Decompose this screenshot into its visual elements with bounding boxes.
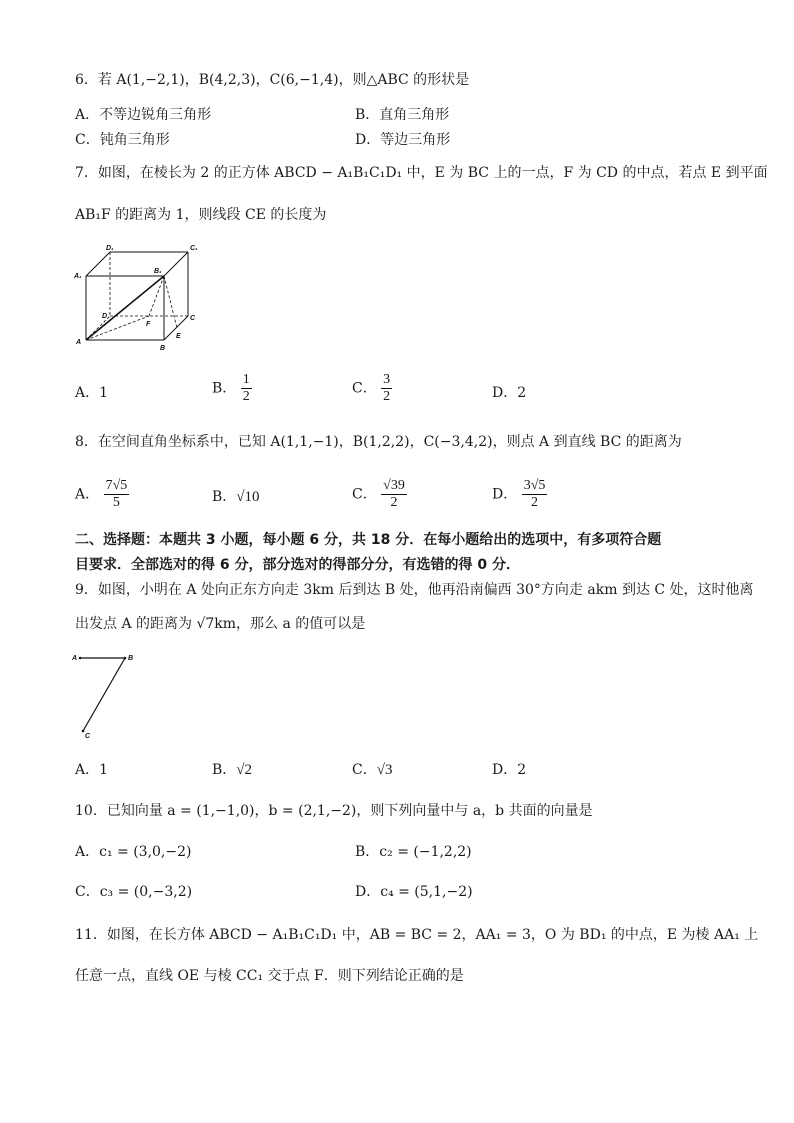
q9-stem-line2: 出发点 A 的距离为 √7km，那么 a 的值可以是	[75, 616, 366, 632]
q8-stem: 8．在空间直角坐标系中，已知 A(1,1,−1)，B(1,2,2)，C(−3,4,2)，则点 A 到直线 BC 的距离为	[75, 434, 682, 450]
q7-stem-line1: 7．如图，在棱长为 2 的正方体 ABCD − A₁B₁C₁D₁ 中，E 为 BC 上的一点，F 为 CD 的中点，若点 E 到平面	[75, 165, 768, 181]
q7-option-d: D．2	[492, 385, 527, 401]
q6-option-a: A．不等边锐角三角形	[75, 107, 212, 123]
section2-line2: 目要求．全部选对的得 6 分，部分选对的得部分分，有选错的得 0 分．	[75, 557, 520, 573]
label-c: C	[190, 315, 196, 322]
q9-option-a: A．1	[75, 762, 109, 778]
q10-option-b: B．c₂ = (−1,2,2)	[355, 844, 472, 860]
q7-option-b: B． $\frac{1}{2}$	[212, 372, 250, 404]
label-d1: D₁	[106, 245, 114, 252]
label-b1: B₁	[154, 268, 162, 275]
q9-direction-figure	[70, 648, 150, 743]
q11-stem-line2: 任意一点，直线 OE 与棱 CC₁ 交于点 F．则下列结论正确的是	[75, 968, 464, 984]
label-a1: A₁	[74, 273, 82, 280]
q8-option-c: C． $\frac{√39}{2}$	[352, 478, 405, 510]
q6-option-b: B．直角三角形	[355, 107, 450, 123]
q8-option-d: D． $\frac{3√5}{2}$	[492, 478, 546, 510]
label-b: B	[128, 655, 134, 662]
q6-stem: 6．若 A(1,−2,1)，B(4,2,3)，C(6,−1,4)，则△ABC 的形状是	[75, 72, 470, 88]
q7-stem-line2: AB₁F 的距离为 1，则线段 CE 的长度为	[75, 207, 327, 223]
label-d: D	[102, 313, 108, 320]
q8-option-b: B．√10	[212, 489, 260, 505]
label-e: E	[176, 333, 181, 340]
q7-option-c: C． $\frac{3}{2}$	[352, 372, 391, 404]
q9-option-b: B．√2	[212, 762, 253, 778]
label-c: C	[85, 733, 91, 740]
label-b: B	[160, 345, 166, 352]
q9-option-d: D．2	[492, 762, 527, 778]
q6-option-c: C．钝角三角形	[75, 132, 170, 148]
q10-option-c: C．c₃ = (0,−3,2)	[75, 884, 193, 900]
label-a: A	[76, 339, 82, 346]
q9-option-c: C．√3	[352, 762, 393, 778]
q10-stem: 10．已知向量 a = (1,−1,0)，b = (2,1,−2)，则下列向量中与 a，b 共面的向量是	[75, 803, 593, 819]
q6-option-d: D．等边三角形	[355, 132, 451, 148]
q7-option-a: A．1	[75, 385, 109, 401]
label-a: A	[72, 655, 78, 662]
q10-option-d: D．c₄ = (5,1,−2)	[355, 884, 473, 900]
label-c1: C₁	[190, 245, 198, 252]
q11-stem-line1: 11．如图，在长方体 ABCD − A₁B₁C₁D₁ 中，AB = BC = 2，AA₁ = 3，O 为 BD₁ 的中点，E 为棱 AA₁ 上	[75, 927, 759, 943]
q7-cube-figure	[70, 240, 210, 355]
q9-stem-line1: 9．如图，小明在 A 处向正东方向走 3km 后到达 B 处，他再沿南偏西 30°方向走 akm 到达 C 处，这时他离	[75, 582, 754, 598]
section2-line1: 二、选择题：本题共 3 小题，每小题 6 分，共 18 分．在每小题给出的选项中，有多项符合题	[75, 532, 662, 548]
label-f: F	[146, 321, 151, 328]
q10-option-a: A．c₁ = (3,0,−2)	[75, 844, 192, 860]
q8-option-a: A． $\frac{7√5}{5}$	[75, 478, 128, 510]
